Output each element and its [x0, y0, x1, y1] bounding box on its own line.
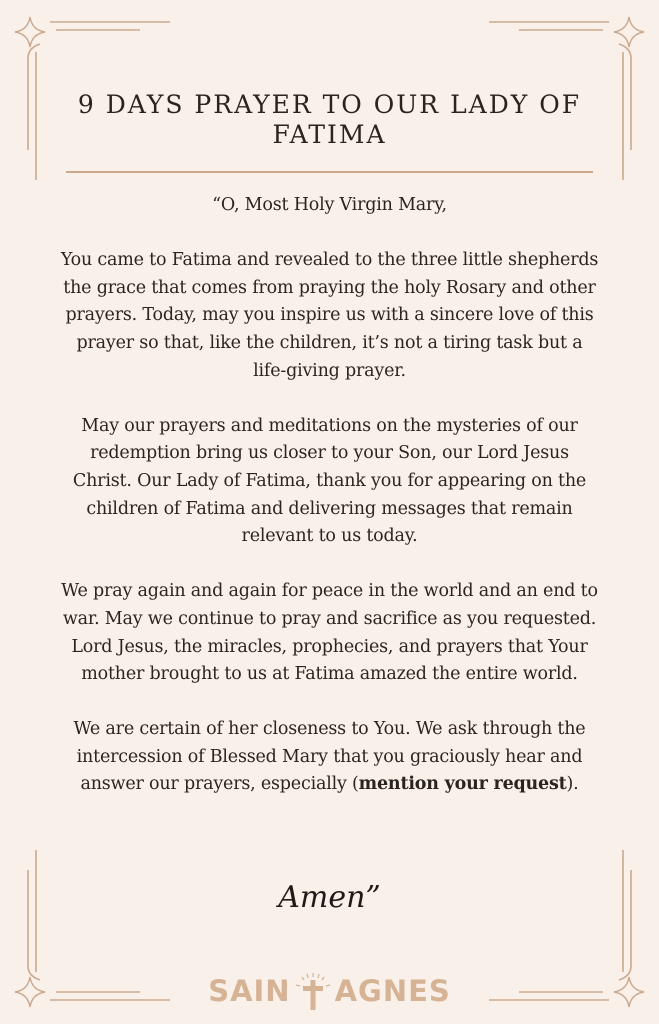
title-divider: [66, 171, 593, 173]
prayer-paragraph: We pray again and again for peace in the world and an end to war. May we continue to pray and sacrifice as you requested. Lord Jesus, the miracles, prophecies, and prayers that Your mother brought to us at Fatima amazed the entire world.: [61, 581, 598, 685]
prayer-paragraph-final: [60, 716, 599, 799]
brand-right: AGNES: [334, 974, 451, 1008]
prayer-closing: Amen”: [278, 880, 381, 915]
request-placeholder: mention your request: [358, 774, 567, 795]
prayer-paragraph: May our prayers and meditations on the mysteries of our redemption bring us closer to your Son, our Lord Jesus Christ. Our Lady of Fatima, thank you for appearing on the children of Fatima and delivering messages that remain relevant to us today.: [72, 415, 587, 547]
prayer-opening: “O, Most Holy Virgin Mary,: [212, 195, 447, 215]
cross-sunburst-icon: [293, 971, 333, 1011]
prayer-body: [60, 192, 599, 827]
page-title: 9 DAYS PRAYER TO OUR LADY OF FATIMA: [77, 90, 582, 149]
brand-left: SAIN: [208, 974, 291, 1008]
prayer-paragraph: You came to Fatima and revealed to the three little shepherds the grace that comes from praying the holy Rosary and other prayers. Today, may you inspire us with a sincere love of this prayer so that, like the children, it’s not a tiring task but a life-giving prayer.: [60, 250, 599, 381]
brand-logo: [0, 966, 659, 1016]
four-point-star-icon: [15, 17, 45, 47]
four-point-star-icon: [614, 17, 644, 47]
final-paragraph-end: ).: [566, 774, 579, 795]
final-paragraph-text: We are certain of her closeness to You. We ask through the intercession of Blessed Mary that you graciously hear and answer our prayers, especially (: [73, 719, 586, 795]
